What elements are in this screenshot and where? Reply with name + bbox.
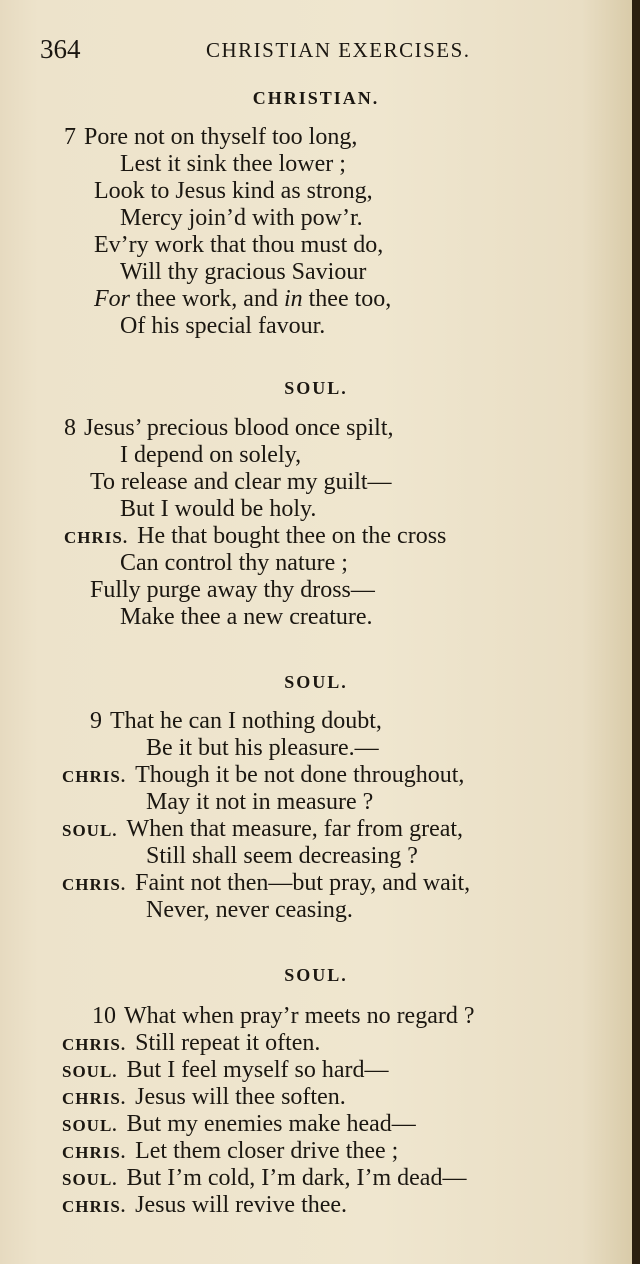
speaker-label: SOUL. xyxy=(62,821,118,840)
verse-line: Fully purge away thy dross— xyxy=(90,577,375,603)
verse-line: May it not in measure ? xyxy=(146,789,374,815)
verse-line: SOUL. But my enemies make head— xyxy=(62,1111,416,1137)
verse-line: 9 That he can I nothing doubt, xyxy=(90,708,382,734)
verse-line: For thee work, and in thee too, xyxy=(94,286,392,312)
speaker-label: CHRIS. xyxy=(64,528,129,547)
speaker-label: SOUL. xyxy=(62,1170,118,1189)
verse-line: Make thee a new creature. xyxy=(120,604,373,630)
speaker-label: CHRIS. xyxy=(62,1035,127,1054)
verse-line: CHRIS. Jesus will revive thee. xyxy=(62,1192,348,1218)
verse-line: Mercy join’d with pow’r. xyxy=(120,205,363,231)
speaker-label: CHRIS. xyxy=(62,1197,127,1216)
verse-line: Look to Jesus kind as strong, xyxy=(94,178,373,204)
verse-line: CHRIS. Faint not then—but pray, and wait, xyxy=(62,870,471,896)
speaker-label: CHRIS. xyxy=(62,767,127,786)
verse-line: CHRIS. He that bought thee on the cross xyxy=(64,523,447,549)
verse-line: Can control thy nature ; xyxy=(120,550,348,576)
verse-line: Never, never ceasing. xyxy=(146,897,353,923)
verse-line: Will thy gracious Saviour xyxy=(120,259,367,285)
stanza-number: 10 xyxy=(92,1003,116,1029)
speaker-heading: SOUL. xyxy=(284,378,348,398)
verse-line: Of his special favour. xyxy=(120,313,326,339)
verse-line: 8 Jesus’ precious blood once spilt, xyxy=(64,415,394,441)
verse-line: SOUL. But I feel myself so hard— xyxy=(62,1057,389,1083)
speaker-label: CHRIS. xyxy=(62,1089,127,1108)
stanza-number: 7 xyxy=(64,124,76,150)
stanza-number: 8 xyxy=(64,415,76,441)
verse-line: But I would be holy. xyxy=(120,496,317,522)
stanza-number: 9 xyxy=(90,708,102,734)
verse-line: Ev’ry work that thou must do, xyxy=(94,232,384,258)
verse-line: CHRIS. Let them closer drive thee ; xyxy=(62,1138,399,1164)
speaker-label: CHRIS. xyxy=(62,1143,127,1162)
speaker-heading: SOUL. xyxy=(284,965,348,985)
verse-line: SOUL. But I’m cold, I’m dark, I’m dead— xyxy=(62,1165,467,1191)
verse-line: 10 What when pray’r meets no regard ? xyxy=(92,1003,475,1029)
running-title: CHRISTIAN EXERCISES. xyxy=(206,38,471,62)
verse-line: CHRIS. Still repeat it often. xyxy=(62,1030,321,1056)
page-header xyxy=(40,34,600,70)
speaker-label: SOUL. xyxy=(62,1116,118,1135)
speaker-heading: CHRISTIAN. xyxy=(252,88,380,108)
speaker-label: SOUL. xyxy=(62,1062,118,1081)
speaker-heading: SOUL. xyxy=(284,672,348,692)
verse-line: CHRIS. Though it be not done throughout, xyxy=(62,762,465,788)
verse-line: Lest it sink thee lower ; xyxy=(120,151,346,177)
verse-line: 7 Pore not on thyself too long, xyxy=(64,124,358,150)
verse-line: I depend on solely, xyxy=(120,442,302,468)
speaker-label: CHRIS. xyxy=(62,875,127,894)
page-number: 364 xyxy=(40,34,81,64)
page-edge-shadow xyxy=(632,0,640,1264)
verse-line: Be it but his pleasure.— xyxy=(146,735,379,761)
verse-line: CHRIS. Jesus will thee soften. xyxy=(62,1084,346,1110)
verse-line: SOUL. When that measure, far from great, xyxy=(62,816,464,842)
verse-line: Still shall seem decreasing ? xyxy=(146,843,418,869)
verse-line: To release and clear my guilt— xyxy=(90,469,392,495)
